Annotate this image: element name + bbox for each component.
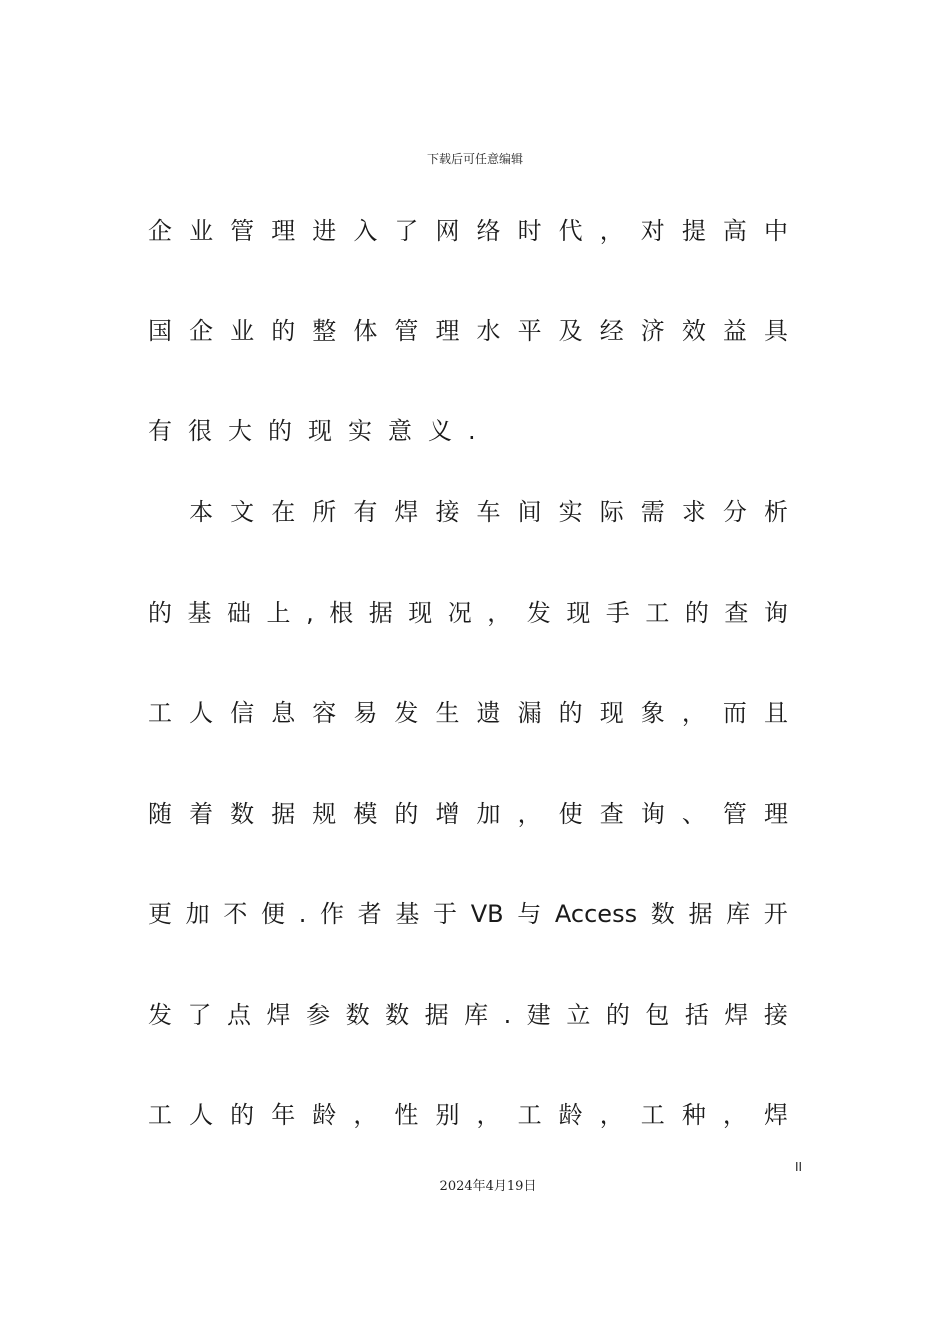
body-text-line: [148, 897, 788, 931]
body-text-glyph: 焊: [394, 498, 419, 526]
body-text-glyph: 发: [526, 599, 551, 627]
body-text-glyph: 点: [227, 1001, 252, 1029]
body-text-glyph: 据: [688, 900, 713, 928]
body-text-glyph: 建: [526, 1001, 551, 1029]
body-text-glyph: ，: [487, 599, 512, 627]
body-text-glyph: 需: [640, 498, 665, 526]
body-text-glyph: 根: [329, 599, 354, 627]
body-text-glyph: 管: [230, 217, 255, 245]
body-text-glyph: 不: [223, 900, 248, 928]
body-text-glyph: 水: [476, 317, 501, 345]
body-text-glyph: 网: [435, 217, 460, 245]
body-text-glyph: 龄: [558, 1101, 583, 1129]
body-text-glyph: 效: [681, 317, 706, 345]
body-text-glyph: 业: [189, 217, 214, 245]
body-text-glyph: 中: [763, 217, 788, 245]
body-text-glyph: 与: [517, 900, 542, 928]
body-text-glyph: 益: [722, 317, 747, 345]
body-text-glyph: 立: [566, 1001, 591, 1029]
body-text-glyph: 进: [312, 217, 337, 245]
body-text-glyph: ，: [599, 217, 624, 245]
body-text-glyph: 数: [345, 1001, 370, 1029]
body-text-glyph: 工: [148, 699, 172, 727]
body-text-glyph: 而: [722, 699, 747, 727]
body-text-glyph: 分: [722, 498, 747, 526]
body-text-glyph: ，: [681, 699, 706, 727]
body-text-glyph: 便: [261, 900, 286, 928]
body-text-glyph: 据: [368, 599, 393, 627]
body-text-glyph: 据: [271, 800, 296, 828]
body-text-glyph: 工: [640, 1101, 665, 1129]
body-text-glyph: 理: [763, 800, 788, 828]
body-text-glyph: 询: [763, 599, 788, 627]
body-text-glyph: 包: [645, 1001, 670, 1029]
body-text-glyph: 的: [230, 1101, 255, 1129]
body-text-glyph: 信: [230, 699, 255, 727]
body-text-glyph: 接: [763, 1001, 788, 1029]
body-text-glyph: 于: [433, 900, 458, 928]
body-text-glyph: ,: [306, 599, 314, 627]
body-text-glyph: 据: [424, 1001, 449, 1029]
body-text-glyph: 现: [308, 417, 332, 445]
body-text-line: [148, 696, 788, 730]
body-text-glyph: 管: [394, 317, 419, 345]
body-text-glyph: 的: [684, 599, 709, 627]
body-text-glyph: 础: [227, 599, 252, 627]
body-text-glyph: 人: [189, 699, 214, 727]
body-text-glyph: 间: [517, 498, 542, 526]
body-text-glyph: ，: [353, 1101, 378, 1129]
body-text-glyph: 现: [566, 599, 591, 627]
body-text-glyph: 的: [268, 417, 292, 445]
body-text-glyph: 库: [464, 1001, 489, 1029]
body-text-glyph: 高: [722, 217, 747, 245]
body-text-glyph: 文: [230, 498, 255, 526]
body-text-glyph: ，: [517, 800, 542, 828]
body-text-glyph: 焊: [763, 1101, 788, 1129]
body-text-glyph: 使: [558, 800, 583, 828]
body-text-glyph: 实: [558, 498, 583, 526]
body-text-glyph: 企: [148, 217, 172, 245]
body-text-glyph: 平: [517, 317, 542, 345]
body-text-line: [148, 797, 788, 831]
body-text-glyph: 具: [763, 317, 788, 345]
body-text-glyph: 义: [428, 417, 452, 445]
body-text-glyph: 数: [650, 900, 675, 928]
body-text-glyph: 及: [558, 317, 583, 345]
page-number: II: [795, 1160, 803, 1174]
body-text-glyph: 括: [684, 1001, 709, 1029]
footer-date: 2024年4月19日: [439, 1179, 537, 1194]
body-text-glyph: 焊: [724, 1001, 749, 1029]
body-text-glyph: 理: [435, 317, 460, 345]
body-text-line: [148, 314, 788, 348]
body-text-glyph: Access: [554, 900, 638, 928]
body-text-glyph: 在: [271, 498, 296, 526]
body-text-glyph: 加: [476, 800, 501, 828]
body-text-glyph: 、: [681, 800, 706, 828]
body-text-glyph: 况: [447, 599, 472, 627]
body-text-glyph: 本: [189, 498, 214, 526]
body-text-glyph: 数: [230, 800, 255, 828]
body-text-glyph: [148, 495, 172, 529]
body-text-glyph: 规: [312, 800, 337, 828]
body-text-glyph: 生: [435, 699, 460, 727]
body-text-glyph: 随: [148, 800, 172, 828]
body-text-glyph: 增: [435, 800, 460, 828]
body-text-glyph: 代: [558, 217, 583, 245]
body-text-glyph: .: [468, 417, 476, 445]
body-text-glyph: 象: [640, 699, 665, 727]
body-text-glyph: 实: [348, 417, 372, 445]
body-text-glyph: 查: [724, 599, 749, 627]
body-text-glyph: 接: [435, 498, 460, 526]
body-text-glyph: 了: [187, 1001, 212, 1029]
body-text-glyph: 查: [599, 800, 624, 828]
body-text-glyph: 所: [312, 498, 337, 526]
body-text-glyph: 求: [681, 498, 706, 526]
body-text-glyph: 的: [148, 599, 172, 627]
body-text-glyph: 的: [394, 800, 419, 828]
body-text-glyph: 时: [517, 217, 542, 245]
body-text-glyph: 龄: [312, 1101, 337, 1129]
body-text-glyph: 经: [599, 317, 624, 345]
body-text-glyph: 息: [271, 699, 296, 727]
body-text-glyph: .: [503, 1001, 512, 1029]
body-text-glyph: 入: [353, 217, 378, 245]
body-text-glyph: 参: [306, 1001, 331, 1029]
body-text-glyph: 际: [599, 498, 624, 526]
body-text-glyph: 大: [228, 417, 252, 445]
body-text-glyph: 加: [185, 900, 210, 928]
body-text-glyph: 对: [640, 217, 665, 245]
body-text-line: [148, 414, 788, 448]
body-text-glyph: 遗: [476, 699, 501, 727]
body-text-glyph: 人: [189, 1101, 214, 1129]
body-text-glyph: 上: [266, 599, 291, 627]
body-text-glyph: 了: [394, 217, 419, 245]
body-text-glyph: 意: [388, 417, 412, 445]
body-text-glyph: 着: [189, 800, 214, 828]
body-text-glyph: 管: [722, 800, 747, 828]
body-text-glyph: 理: [271, 217, 296, 245]
body-text-glyph: 且: [763, 699, 788, 727]
body-text-glyph: 别: [435, 1101, 460, 1129]
body-text-glyph: 的: [271, 317, 296, 345]
body-text-line: [148, 998, 788, 1032]
body-text-glyph: 的: [558, 699, 583, 727]
body-text-glyph: 提: [681, 217, 706, 245]
body-text-glyph: 开: [763, 900, 788, 928]
body-text-glyph: 的: [605, 1001, 630, 1029]
body-text-glyph: ，: [476, 1101, 501, 1129]
page-header-note: 下载后可任意编辑: [426, 152, 523, 166]
body-text-glyph: .: [298, 900, 307, 928]
body-text-glyph: VB: [470, 900, 504, 928]
body-text-glyph: 业: [230, 317, 255, 345]
body-text-glyph: 发: [394, 699, 419, 727]
body-text-line: [148, 495, 788, 529]
body-text-glyph: 基: [395, 900, 420, 928]
body-text-glyph: 易: [353, 699, 378, 727]
body-text-glyph: 年: [271, 1101, 296, 1129]
body-text-line: [148, 1098, 788, 1132]
body-text-glyph: ，: [722, 1101, 747, 1129]
body-text-glyph: 库: [726, 900, 751, 928]
body-text-glyph: 基: [187, 599, 212, 627]
body-text-glyph: 作: [320, 900, 344, 928]
body-text-glyph: 询: [640, 800, 665, 828]
body-text-glyph: 有: [353, 498, 378, 526]
body-text-glyph: 模: [353, 800, 378, 828]
body-text-glyph: 整: [312, 317, 337, 345]
body-text-glyph: 工: [517, 1101, 542, 1129]
body-text-glyph: 性: [394, 1101, 419, 1129]
body-text-glyph: 很: [188, 417, 212, 445]
body-text-glyph: 容: [312, 699, 337, 727]
body-text-glyph: 有: [148, 417, 172, 445]
body-text-glyph: 漏: [517, 699, 542, 727]
body-text-glyph: 析: [763, 498, 788, 526]
body-text-glyph: 企: [189, 317, 214, 345]
body-text-line: [148, 596, 788, 630]
body-text-glyph: 工: [645, 599, 670, 627]
body-text-glyph: 发: [148, 1001, 172, 1029]
body-text-glyph: 数: [385, 1001, 410, 1029]
body-text-glyph: ，: [599, 1101, 624, 1129]
body-text-glyph: 济: [640, 317, 665, 345]
body-text-glyph: 国: [148, 317, 172, 345]
body-text-glyph: 现: [599, 699, 624, 727]
body-text-line: [148, 214, 788, 248]
body-text-glyph: 种: [681, 1101, 706, 1129]
body-text-glyph: 焊: [266, 1001, 291, 1029]
body-text-glyph: 车: [476, 498, 501, 526]
body-text-glyph: 手: [605, 599, 630, 627]
body-text-glyph: 现: [408, 599, 433, 627]
body-text-glyph: 者: [357, 900, 382, 928]
body-text-glyph: 络: [476, 217, 501, 245]
body-text-glyph: 体: [353, 317, 378, 345]
body-text-glyph: 工: [148, 1101, 172, 1129]
body-text-glyph: 更: [148, 900, 172, 928]
